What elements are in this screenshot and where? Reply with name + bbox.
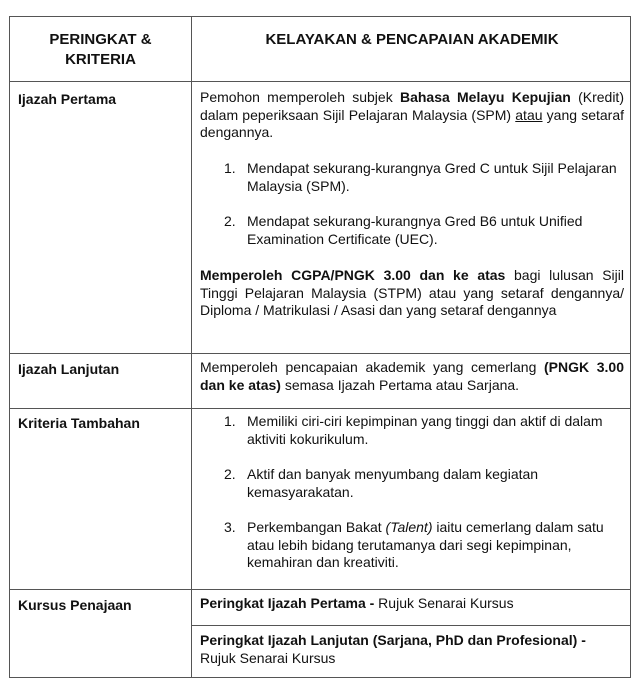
label-ijazah-lanjutan: Ijazah Lanjutan	[18, 361, 120, 377]
row-divider	[10, 408, 630, 409]
label-ijazah-pertama: Ijazah Pertama	[18, 91, 117, 107]
label-kursus-penajaan: Kursus Penajaan	[18, 597, 132, 613]
header-qualification: KELAYAKAN & PENCAPAIAN AKADEMIK	[265, 31, 559, 48]
kursus-ijazah-pertama: Peringkat Ijazah Pertama - Rujuk Senarai Kursus	[200, 595, 514, 611]
row-divider	[10, 589, 630, 590]
ijazah-lanjutan-text: Memperoleh pencapaian akademik yang cemerlang (PNGK 3.00 dan ke atas) semasa Ijazah Pertama atau Sarjana.	[200, 359, 624, 393]
kursus-ijazah-lanjutan: Peringkat Ijazah Lanjutan (Sarjana, PhD dan Profesional) - Rujuk Senarai Kursus	[200, 632, 586, 666]
eligibility-table: PERINGKAT & KRITERIA KELAYAKAN & PENCAPAIAN AKADEMIK Ijazah Pertama Pemohon memperoleh subjek Bahasa Melayu Kepujian (Kredit) dalam peperiksaan Sijil Pelajaran Malaysia (SPM) atau yang setaraf dengannya. 1. Mendapat sekurang-kurangnya Gred C untuk Sijil Pelajaran Malaysia (SPM). 2. Mendapat sekurang-kurangnya Gred B6 untuk Unified Examination Certificate (UEC). Memperoleh CGPA/PNGK 3.00 dan ke atas bagi lulusan Sijil Tinggi Pelajaran Malaysia (STPM) atau yang setaraf dengannya/ Diploma / Matrikulasi / Asasi dan yang setaraf dengannya Ijazah Lanjutan Memperoleh pencapaian akademik yang cemerlang (PNGK 3.00 dan ke atas) semasa Ijazah Pertama atau Sarjana. Kriteria Tambahan 1. Memiliki ciri-ciri kepimpinan yang tinggi dan aktif di dalam aktiviti kokurikulum. 2. Aktif dan banyak menyumbang dalam kegiatan kemasyarakatan. 3. Perkembangan Bakat (Talent) iaitu cemerlang dalam satu atau lebih bidang terutamanya dari segi kepimpinan, kemahiran dan kreativiti. Kursus Penajaan Peringkat Ijazah Pertama - Rujuk Senarai Kursus Peringkat Ijazah Lanjutan (Sarjana, PhD dan Profesional) - Rujuk Senarai Kursus	[9, 16, 631, 678]
label-kriteria-tambahan: Kriteria Tambahan	[18, 415, 140, 431]
ijazah-pertama-intro: Pemohon memperoleh subjek Bahasa Melayu Kepujian (Kredit) dalam peperiksaan Sijil Pelajaran Malaysia (SPM) atau yang setaraf dengannya.	[200, 89, 625, 140]
row-divider	[10, 353, 630, 354]
ijazah-pertama-cgpa: Memperoleh CGPA/PNGK 3.00 dan ke atas bagi lulusan Sijil Tinggi Pelajaran Malaysia (STPM) atau yang setaraf dengannya/ Diploma / Matrikulasi / Asasi dan yang setaraf dengannya	[200, 267, 624, 318]
column-divider	[191, 17, 192, 677]
header-divider	[10, 81, 630, 82]
header-criteria: PERINGKAT & KRITERIA	[49, 31, 152, 68]
row-divider	[191, 625, 630, 626]
